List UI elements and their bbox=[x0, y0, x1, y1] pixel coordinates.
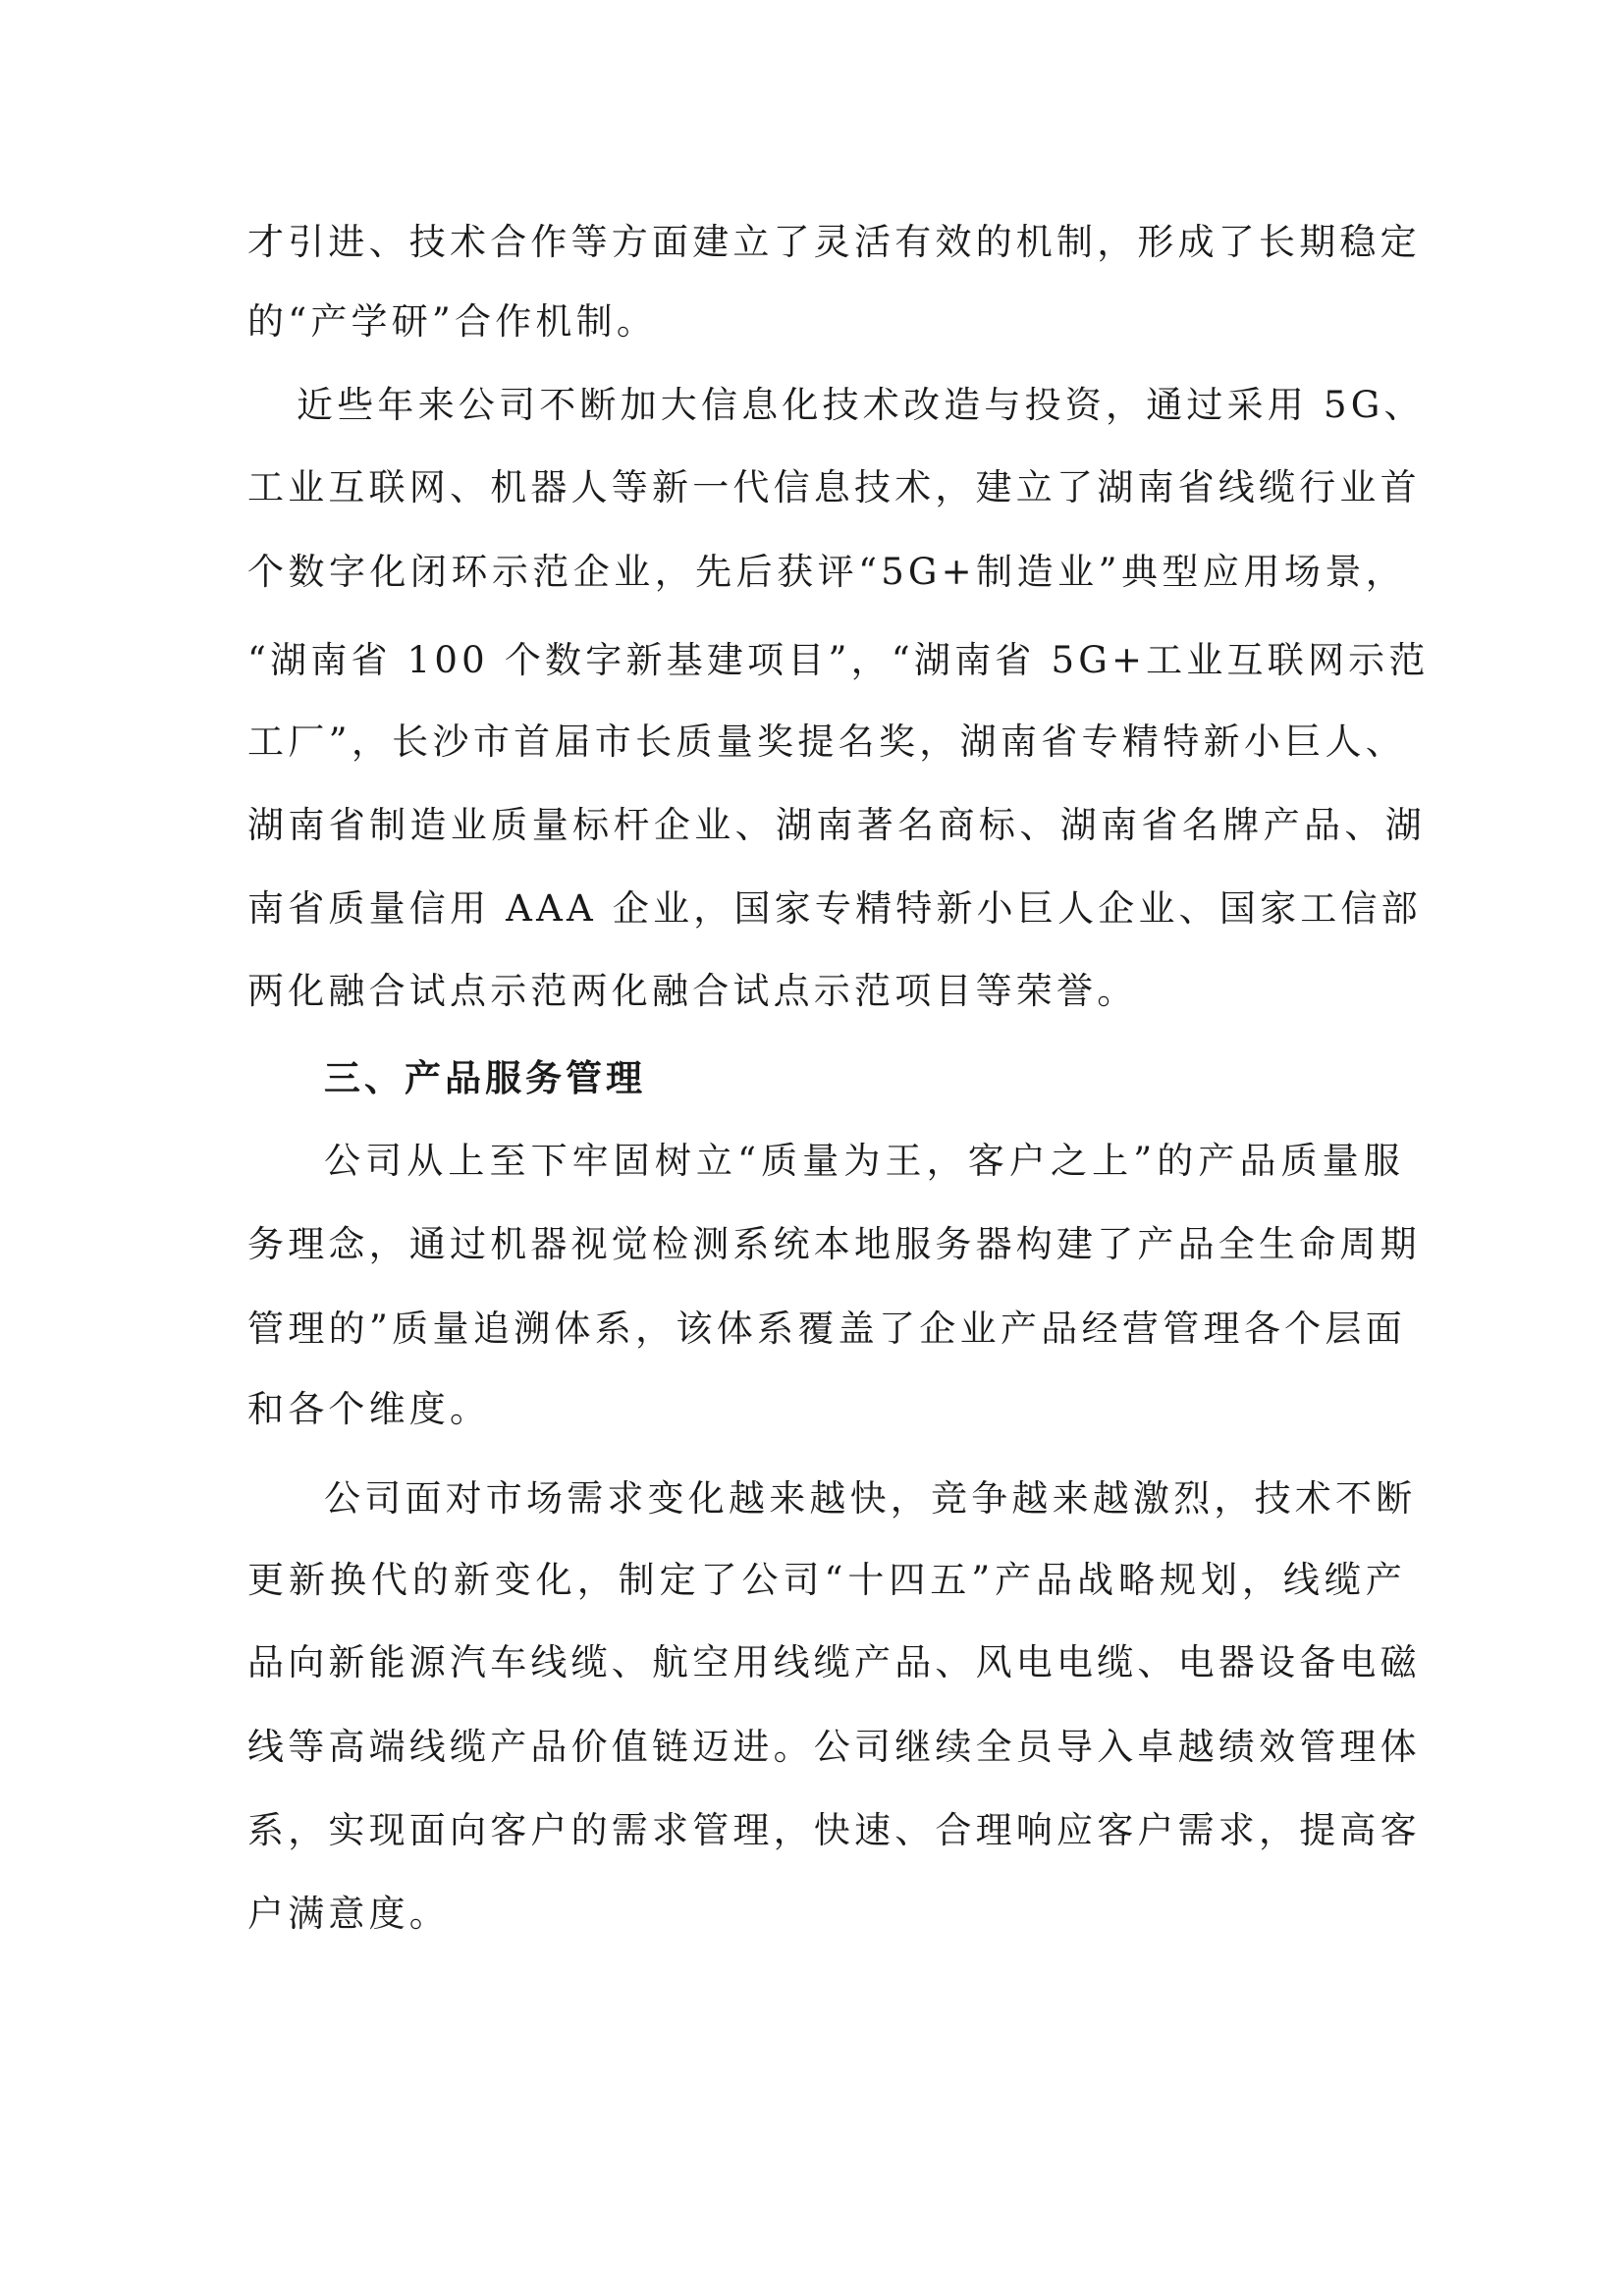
text-line: 工业互联网、机器人等新一代信息技术，建立了湖南省线缆行业首 bbox=[247, 466, 1421, 508]
text-line: 近些年来公司不断加大信息化技术改造与投资，通过采用 5G、 bbox=[297, 384, 1425, 426]
text-line: “湖南省 100 个数字新基建项目”，“湖南省 5G+工业互联网示范 bbox=[247, 639, 1430, 681]
text-line: 工厂”，长沙市首届市长质量奖提名奖，湖南省专精特新小巨人、 bbox=[247, 721, 1406, 763]
text-line: 公司从上至下牢固树立“质量为王，客户之上”的产品质量服 bbox=[324, 1140, 1404, 1182]
text-line: 品向新能源汽车线缆、航空用线缆产品、风电电缆、电器设备电磁 bbox=[247, 1641, 1421, 1683]
text-line: 南省质量信用 AAA 企业，国家专精特新小巨人企业、国家工信部 bbox=[247, 887, 1422, 930]
text-line: 户满意度。 bbox=[247, 1893, 450, 1935]
text-line: 才引进、技术合作等方面建立了灵活有效的机制，形成了长期稳定 bbox=[247, 221, 1421, 263]
text-line: 系，实现面向客户的需求管理，快速、合理响应客户需求，提高客 bbox=[247, 1809, 1421, 1851]
text-line: 线等高端线缆产品价值链迈进。公司继续全员导入卓越绩效管理体 bbox=[247, 1726, 1421, 1768]
section-heading: 三、产品服务管理 bbox=[324, 1056, 646, 1099]
text-line: 的“产学研”合作机制。 bbox=[247, 300, 658, 343]
text-line: 和各个维度。 bbox=[247, 1388, 491, 1430]
text-line: 个数字化闭环示范企业，先后获评“5G+制造业”典型应用场景， bbox=[247, 551, 1406, 593]
text-line: 管理的”质量追溯体系，该体系覆盖了企业产品经营管理各个层面 bbox=[247, 1308, 1406, 1350]
text-line: 公司面对市场需求变化越来越快，竞争越来越激烈，技术不断 bbox=[324, 1477, 1417, 1520]
text-line: 湖南省制造业质量标杆企业、湖南著名商标、湖南省名牌产品、湖 bbox=[247, 804, 1426, 846]
text-line: 两化融合试点示范两化融合试点示范项目等荣誉。 bbox=[247, 970, 1138, 1012]
text-line: 务理念，通过机器视觉检测系统本地服务器构建了产品全生命周期 bbox=[247, 1223, 1421, 1265]
text-line: 更新换代的新变化，制定了公司“十四五”产品战略规划，线缆产 bbox=[247, 1559, 1406, 1601]
